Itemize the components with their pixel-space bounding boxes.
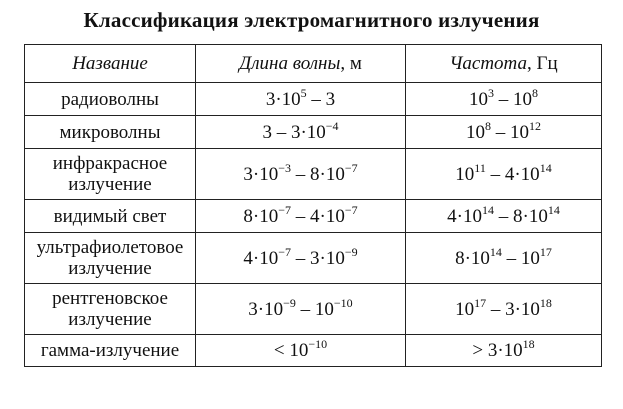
wavelength-cell	[196, 200, 406, 233]
math-exponent: −3	[278, 160, 291, 175]
math-text: –	[291, 247, 310, 269]
math-exponent: 12	[529, 118, 541, 133]
math-exponent: −7	[344, 160, 358, 175]
header-name-label: Название	[72, 53, 148, 74]
math-base: 4·10	[310, 205, 345, 227]
math-base: 3·10	[310, 247, 345, 269]
wavelength-value	[262, 118, 339, 143]
math-exponent: 14	[489, 244, 502, 259]
math-base: 10	[469, 88, 488, 110]
math-exponent: −9	[283, 295, 296, 310]
math-text: –	[501, 247, 521, 269]
frequency-cell	[406, 200, 602, 233]
math-exponent: 17	[539, 244, 552, 259]
name-cell	[25, 233, 196, 284]
math-text: 3 –	[262, 121, 291, 143]
math-base: 8·10	[243, 205, 279, 227]
math-base: 8·10	[513, 205, 548, 227]
frequency-value	[455, 295, 552, 320]
wavelength-value	[273, 337, 328, 361]
table-row	[25, 200, 602, 233]
math-exponent: 8	[485, 118, 491, 133]
wavelength-cell	[196, 233, 406, 284]
name-line: излучение	[68, 174, 152, 195]
header-frequency-label: Частота	[449, 53, 528, 74]
table-row	[25, 233, 602, 284]
math-exponent: −7	[344, 202, 358, 217]
math-text: –	[491, 121, 510, 143]
math-text: <	[273, 340, 290, 361]
table-body	[25, 83, 602, 367]
frequency-value	[472, 337, 535, 361]
math-base: 3·10	[243, 163, 279, 185]
math-exponent: −4	[325, 118, 339, 133]
math-base: 10	[520, 247, 540, 269]
table-row	[25, 335, 602, 367]
math-base: 8·10	[455, 247, 490, 269]
math-exponent: −9	[344, 244, 358, 259]
math-base: 10	[314, 298, 334, 320]
math-exponent: 5	[300, 85, 307, 100]
math-exponent: 17	[474, 295, 487, 310]
name-cell	[25, 83, 196, 116]
name-cell	[25, 284, 196, 335]
wavelength-cell	[196, 335, 406, 367]
math-text: –	[494, 205, 513, 227]
frequency-value	[447, 202, 560, 227]
math-exponent: 3	[488, 85, 494, 100]
math-base: 8·10	[310, 163, 345, 185]
frequency-value	[455, 160, 552, 185]
table-row	[25, 116, 602, 149]
name-cell	[25, 335, 196, 367]
math-text: – 3	[306, 88, 336, 110]
math-base: 10	[289, 340, 309, 361]
frequency-cell	[406, 335, 602, 367]
math-exponent: −7	[278, 244, 291, 259]
math-base: 3·10	[248, 298, 284, 320]
math-exponent: 8	[532, 85, 538, 100]
math-base: 10	[466, 121, 485, 143]
wavelength-cell	[196, 284, 406, 335]
wavelength-value	[243, 202, 358, 227]
name-line: рентгеновское	[52, 288, 168, 309]
header-frequency-unit: , Гц	[527, 53, 558, 74]
math-exponent: 14	[482, 202, 494, 217]
name-line: гамма-излучение	[40, 340, 180, 361]
radiation-table	[24, 44, 602, 367]
math-text: –	[486, 298, 506, 320]
frequency-value	[466, 118, 541, 143]
wavelength-value	[248, 295, 353, 320]
math-base: 10	[455, 298, 475, 320]
name-cell	[25, 116, 196, 149]
name-cell	[25, 149, 196, 200]
name-cell	[25, 200, 196, 233]
math-text: >	[472, 340, 488, 361]
math-base: 4·10	[243, 247, 279, 269]
table-row	[25, 149, 602, 200]
page-title: Классификация электромагнитного излучения	[83, 8, 540, 32]
frequency-cell	[406, 83, 602, 116]
frequency-cell	[406, 284, 602, 335]
math-base: 4·10	[504, 163, 540, 185]
math-base: 3·10	[505, 298, 540, 320]
math-base: 10	[455, 163, 475, 185]
table-row	[25, 284, 602, 335]
header-wavelength-unit: , м	[340, 53, 362, 74]
name-line: радиоволны	[61, 88, 159, 110]
frequency-value	[469, 85, 538, 110]
math-exponent: 14	[547, 202, 560, 217]
wavelength-cell	[196, 83, 406, 116]
math-exponent: −10	[308, 337, 328, 351]
math-text: –	[291, 163, 310, 185]
frequency-cell	[406, 116, 602, 149]
math-exponent: −7	[278, 202, 291, 217]
wavelength-value	[243, 160, 358, 185]
name-line: ультрафиолетовое	[36, 237, 184, 258]
header-frequency	[406, 45, 602, 83]
table-header-row	[25, 45, 602, 83]
math-text: –	[291, 205, 310, 227]
wavelength-cell	[196, 149, 406, 200]
header-wavelength	[196, 45, 406, 83]
header-wavelength-label: Длина волны	[239, 53, 341, 74]
table-row	[25, 83, 602, 116]
frequency-cell	[406, 233, 602, 284]
math-exponent: 18	[522, 337, 535, 351]
math-text: –	[494, 88, 513, 110]
name-line: микроволны	[59, 121, 161, 143]
math-exponent: −10	[333, 295, 353, 310]
name-line: видимый свет	[53, 205, 167, 227]
math-text: –	[295, 298, 315, 320]
name-line: инфракрасное	[52, 153, 168, 174]
name-line: излучение	[68, 258, 152, 279]
wavelength-value	[265, 85, 336, 110]
math-text: –	[485, 163, 505, 185]
math-base: 10	[513, 88, 532, 110]
math-exponent: 18	[539, 295, 552, 310]
math-base: 3·10	[290, 121, 326, 143]
math-exponent: 14	[539, 160, 552, 175]
math-base: 10	[510, 121, 529, 143]
wavelength-value	[243, 244, 358, 269]
wavelength-cell	[196, 116, 406, 149]
frequency-value	[455, 244, 552, 269]
math-base: 3·10	[265, 88, 301, 110]
math-base: 4·10	[447, 205, 482, 227]
frequency-cell	[406, 149, 602, 200]
name-line: излучение	[68, 309, 152, 330]
math-exponent: 11	[474, 160, 486, 175]
math-base: 3·10	[487, 340, 523, 361]
header-name	[25, 45, 196, 83]
